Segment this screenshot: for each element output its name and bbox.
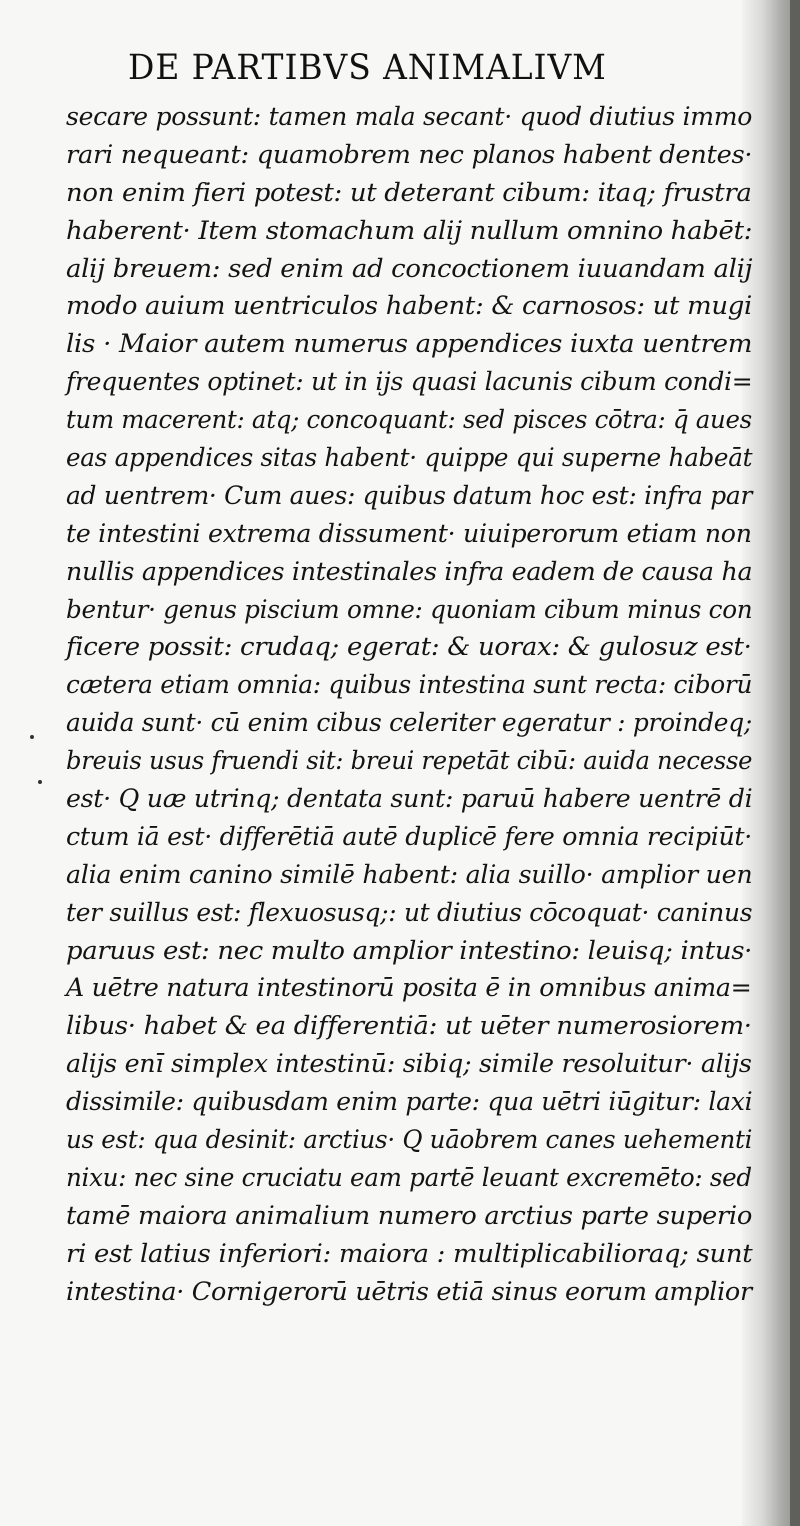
body-text [66, 98, 752, 1311]
text-line: eas appendices sitas habent· quippe qui superne habeāt [66, 443, 753, 473]
margin-speck [38, 780, 42, 784]
text-line: est· Q uæ utrinq; dentata sunt: paruū habere uentrē di [66, 784, 753, 814]
page-edge [790, 0, 800, 1526]
text-line: intestina· Cornigerorū uētris etiā sinus eorum amplior [66, 1276, 752, 1306]
text-line: lis · Maior autem numerus appendices iuxta uentrem [66, 329, 753, 359]
text-line: paruus est: nec multo amplior intestino: leuisq; intus· [66, 935, 753, 965]
text-line: alij breuem: sed enim ad concoctionem iuuandam alij [66, 253, 753, 283]
text-line: modo auium uentriculos habent: & carnosos: ut mugi [66, 291, 752, 321]
text-line: ctum iā est· differētiā autē duplicē fere omnia recipiūt· [66, 821, 752, 851]
text-line: ter suillus est: flexuosusq;: ut diutius cōcoquat· caninus [66, 897, 753, 927]
text-line: us est: qua desinit: arctius· Q uāobrem canes uehementi [66, 1125, 753, 1155]
running-head: DE PARTIBVS ANIMALIVM [128, 48, 607, 88]
text-line: ad uentrem· Cum aues: quibus datum hoc est: infra par [66, 480, 753, 510]
text-line: alia enim canino similē habent: alia suillo· amplior uen [66, 859, 753, 889]
text-line: ri est latius inferiori: maiora : multiplicabilioraq; sunt [66, 1238, 753, 1268]
text-line: tum macerent: atq; concoquant: sed pisces cōtra: q̄ aues [66, 405, 752, 435]
text-line: cætera etiam omnia: quibus intestina sunt recta: ciborū [66, 670, 753, 700]
text-line: nixu: nec sine cruciatu eam partē leuant excremēto: sed [66, 1162, 752, 1192]
text-line: ficere possit: crudaq; egerat: & uorax: & gulosuz est· [66, 632, 752, 662]
text-line: auida sunt· cū enim cibus celeriter egeratur : proindeq; [66, 708, 752, 738]
text-line: frequentes optinet: ut in ijs quasi lacunis cibum condi= [66, 367, 753, 397]
text-line: alijs enī simplex intestinū: sibiq; simile resoluitur· alijs [66, 1049, 752, 1079]
text-line: libus· habet & ea differentiā: ut uēter numerosiorem· [66, 1011, 752, 1041]
text-line: A uētre natura intestinorū posita ē in omnibus anima= [66, 973, 752, 1003]
text-line: breuis usus fruendi sit: breui repetāt cibū: auida necesse [66, 746, 753, 776]
text-line: rari nequeant: quamobrem nec planos habent dentes· [66, 139, 753, 169]
text-line: bentur· genus piscium omne: quoniam cibum minus con [66, 594, 753, 624]
text-line: non enim fieri potest: ut deterant cibum: itaq; frustra [66, 177, 752, 207]
margin-speck [30, 735, 34, 739]
text-line: dissimile: quibusdam enim parte: qua uētri iūgitur: laxi [66, 1087, 753, 1117]
text-line: tamē maiora animalium numero arctius parte superio [66, 1200, 753, 1230]
text-line: secare possunt: tamen mala secant· quod diutius immo [66, 102, 753, 131]
text-line: haberent· Item stomachum alij nullum omnino habēt: [66, 215, 753, 245]
text-line: te intestini extrema dissument· uiuiperorum etiam non [66, 518, 752, 548]
text-line: nullis appendices intestinales infra eadem de causa ha [66, 556, 753, 586]
